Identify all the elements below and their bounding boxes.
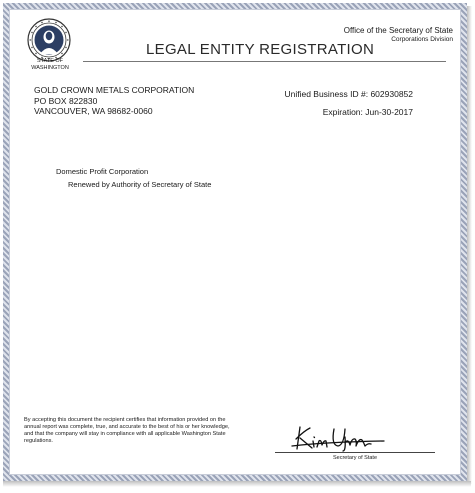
seal-caption-line1: STATE OF <box>36 58 64 64</box>
seal-caption-line2: WASHINGTON <box>31 64 69 71</box>
renewal-statement: Renewed by Authority of Secretary of State <box>68 180 212 189</box>
entity-address-line1: PO BOX 822830 <box>34 95 98 106</box>
certificate-border <box>3 3 467 481</box>
signature-line <box>275 452 435 453</box>
signature-caption: Secretary of State <box>332 455 378 461</box>
certificate-inner-border <box>9 9 461 475</box>
state-seal-icon <box>27 18 71 62</box>
signature-icon <box>288 419 388 453</box>
unified-business-id: Unified Business ID #: 602930852 <box>284 89 413 99</box>
document-title: LEGAL ENTITY REGISTRATION <box>146 41 375 58</box>
entity-name: GOLD CROWN METALS CORPORATION <box>34 85 195 95</box>
entity-address-line2: VANCOUVER, WA 98682-0060 <box>34 106 153 116</box>
certification-disclaimer: By accepting this document the recipient certifies that information provided on the annual report was complete, true, and accurate to the best of his or her knowledge, and that the company will stay in compliance with all applicable Washington State regulations. <box>24 417 230 444</box>
entity-address-block <box>34 85 194 117</box>
office-division: Corporations Division <box>391 36 453 43</box>
seal-caption <box>22 58 78 71</box>
entity-type: Domestic Profit Corporation <box>56 167 149 176</box>
page-shadow-bottom <box>3 481 471 487</box>
office-name: Office of the Secretary of State <box>343 26 453 35</box>
page-shadow-right <box>467 6 472 484</box>
title-underline <box>83 61 446 62</box>
expiration-date: Expiration: Jun-30-2017 <box>322 107 413 117</box>
